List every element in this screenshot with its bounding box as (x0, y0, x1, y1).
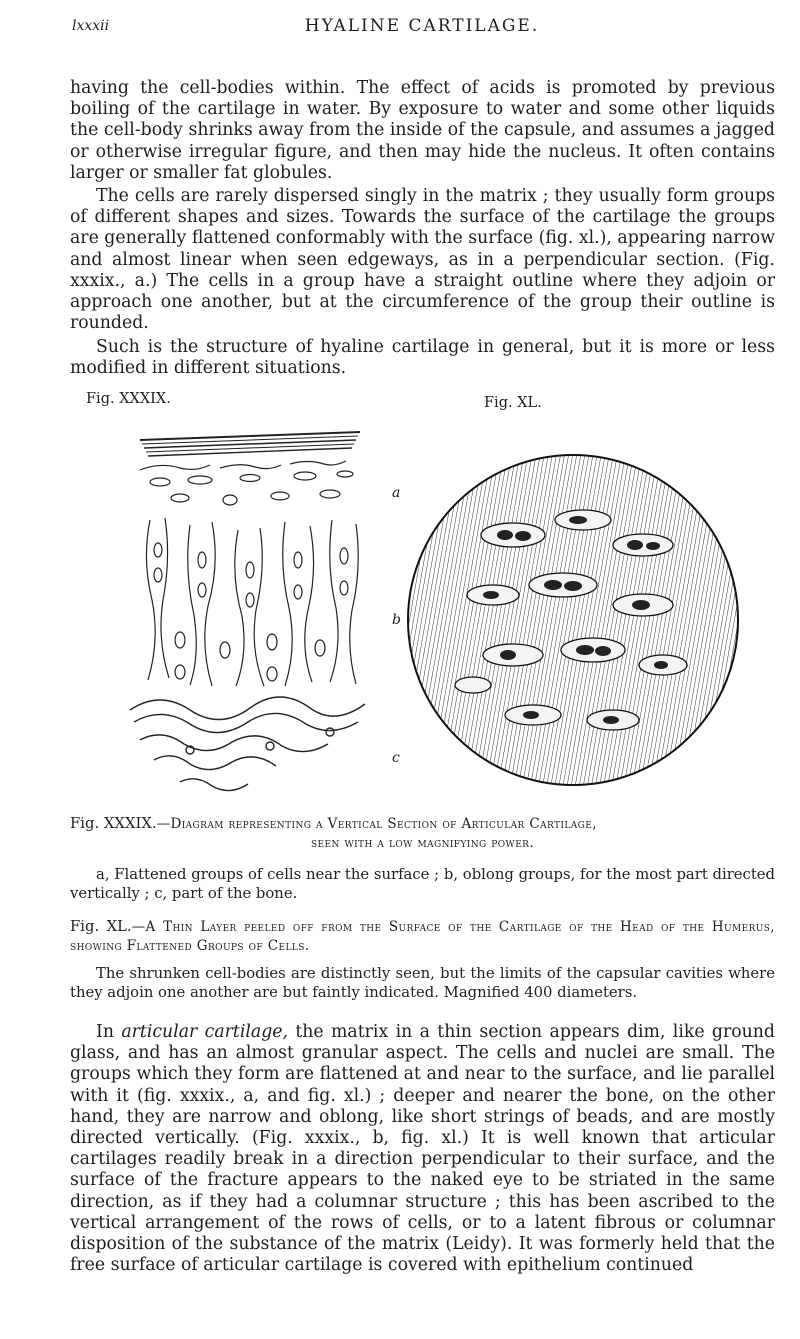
figure-letter-a: a (392, 485, 401, 501)
page-header (72, 14, 772, 44)
paragraph-4 (70, 1022, 775, 1276)
figure-40-caption-heading: —A Thin Layer peeled off from the Surface of the Cartilage of the Head of the Humerus, showing Flattened Groups of Cells. (70, 919, 775, 954)
page-number: lxxxii (72, 18, 110, 34)
surface-layer (140, 432, 360, 456)
figure-39-drawing (120, 410, 390, 805)
figure-39-caption-heading-line2: seen with a low magnifying power. (310, 834, 535, 851)
figure-letter-b: b (392, 612, 401, 628)
oblong-vertical-cell-groups (146, 518, 358, 686)
figure-letter-c: c (392, 750, 400, 766)
figure-40-caption-title (70, 918, 775, 955)
figure-40-caption-number: Fig. XL. (70, 918, 132, 935)
figure-39-caption-number: Fig. XXXIX. (70, 815, 157, 832)
micrograph-disc (408, 455, 738, 785)
figure-39-caption-title (70, 815, 775, 852)
figure-40-caption-description: The shrunken cell-bodies are distinctly seen, but the limits of the capsular cavities where they adjoin one another are but faintly indicated. Magnified 400 diameters. (70, 965, 775, 1001)
figure-40-illustration (403, 425, 765, 805)
figure-39-caption-description: a, Flattened groups of cells near the surface ; b, oblong groups, for the most part directed vertically ; c, part of the bone. (70, 866, 775, 902)
figure-39-illustration (120, 410, 390, 805)
paragraph-2: The cells are rarely dispersed singly in the matrix ; they usually form groups of different shapes and sizes. Towards the surface of the cartilage the groups are generally flattened conformably with the surface (fig. xl.), appearing narrow and almost linear when seen edgeways, as in a perpendicular section. (Fig. xxxix., a.) The cells in a group have a straight outline where they adjoin or approach one another, but at the circumference of the group their outline is rounded. (70, 186, 775, 334)
running-head: HYALINE CARTILAGE. (304, 16, 540, 36)
paragraph-4-term: articular cartilage, (121, 1022, 288, 1042)
paragraph-3: Such is the structure of hyaline cartilage in general, but it is more or less modified in different situations. (70, 337, 775, 379)
flattened-cell-groups (140, 461, 353, 505)
figure-40-drawing (403, 425, 765, 805)
figure-40-label: Fig. XL. (484, 395, 542, 411)
paragraph-4-lead: In (96, 1022, 114, 1042)
paragraph-1: having the cell-bodies within. The effect of acids is promoted by previous boiling of the cartilage in water. By exposure to water and some other liquids the cell-body shrinks away from the inside of the capsule, and assumes a jagged or otherwise irregular figure, and then may hide the nucleus. It often contains larger or smaller fat globules. (70, 78, 775, 183)
paragraph-4-body: the matrix in a thin section appears dim, like ground glass, and has an almost granular aspect. The cells and nuclei are small. The groups which they form are flattened at and near to the surface, and lie parallel with it (fig. xxxix., a, and fig. xl.) ; deeper and nearer the bone, on the other hand, they are narrow and oblong, like short strings of beads, and are mostly directed vertically. (Fig. xxxix., b, fig. xl.) It is well known that articular cartilages readily break in a direction perpendicular to their surface, and the surface of the fracture appears to the naked eye to be striated in the same direction, as if they had a columnar structure ; this has been ascribed to the vertical arrangement of the rows of cells, or to a latent fibrous or columnar disposition of the substance of the matrix (Leidy). It was formerly held that the free surface of articular cartilage is covered with epithelium continued (70, 1022, 775, 1276)
figure-39-label: Fig. XXXIX. (86, 391, 171, 407)
figure-39-caption-heading: —Diagram representing a Vertical Section of Articular Cartilage, (156, 816, 597, 832)
bone-region (130, 697, 365, 791)
